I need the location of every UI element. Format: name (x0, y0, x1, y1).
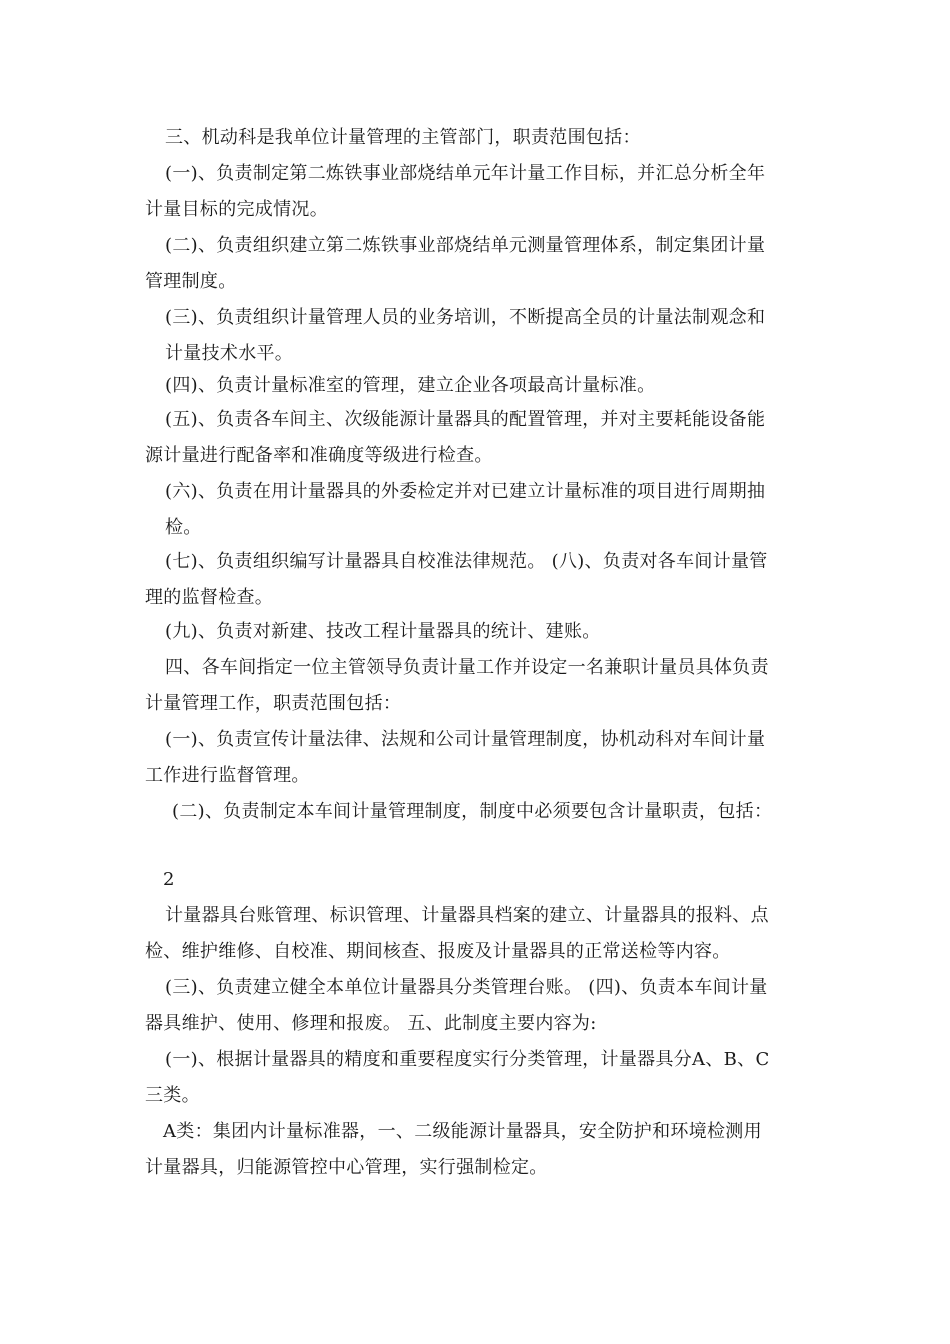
text-line: (一)、负责宣传计量法律、法规和公司计量管理制度，协机动科对车间计量 (165, 729, 766, 750)
text-line: 三、机动科是我单位计量管理的主管部门，职责范围包括： (165, 127, 641, 148)
text-line: 管理制度。 (145, 271, 237, 292)
text-line: (六)、负责在用计量器具的外委检定并对已建立计量标准的项目进行周期抽 (165, 481, 766, 502)
page-number: 2 (163, 869, 175, 890)
text-line: 检。 (165, 517, 202, 538)
text-line: (一)、根据计量器具的精度和重要程度实行分类管理，计量器具分A、B、C (165, 1049, 770, 1070)
text-line: (二)、负责组织建立第二炼铁事业部烧结单元测量管理体系，制定集团计量 (165, 235, 766, 256)
text-line: 计量器具台账管理、标识管理、计量器具档案的建立、计量器具的报料、点 (165, 905, 769, 926)
text-line: 检、维护维修、自校准、期间核查、报废及计量器具的正常送检等内容。 (145, 941, 731, 962)
text-line: (二)、负责制定本车间计量管理制度，制度中必须要包含计量职责，包括： (172, 801, 773, 822)
text-line: 工作进行监督管理。 (145, 765, 310, 786)
text-line: (一)、负责制定第二炼铁事业部烧结单元年计量工作目标，并汇总分析全年 (165, 163, 766, 184)
text-line: 源计量进行配备率和准确度等级进行检查。 (145, 445, 493, 466)
text-line: (三)、负责组织计量管理人员的业务培训，不断提高全员的计量法制观念和 (165, 307, 766, 328)
text-line: 计量器具，归能源管控中心管理，实行强制检定。 (145, 1157, 548, 1178)
text-line: 计量管理工作，职责范围包括： (145, 693, 402, 714)
text-line: 计量技术水平。 (165, 343, 294, 364)
text-line: (七)、负责组织编写计量器具自校准法律规范。 (八)、负责对各车间计量管 (165, 551, 768, 572)
text-line: (五)、负责各车间主、次级能源计量器具的配置管理，并对主要耗能设备能 (165, 409, 766, 430)
text-line: 四、各车间指定一位主管领导负责计量工作并设定一名兼职计量员具体负责 (165, 657, 769, 678)
text-line: A类：集团内计量标准器，一、二级能源计量器具，安全防护和环境检测用 (163, 1121, 762, 1142)
text-line: (九)、负责对新建、技改工程计量器具的统计、建账。 (165, 621, 601, 642)
text-line: 三类。 (145, 1085, 200, 1106)
text-line: (三)、负责建立健全本单位计量器具分类管理台账。 (四)、负责本车间计量 (165, 977, 768, 998)
text-line: (四)、负责计量标准室的管理，建立企业各项最高计量标准。 (165, 375, 656, 396)
text-line: 计量目标的完成情况。 (145, 199, 328, 220)
text-line: 理的监督检查。 (145, 587, 274, 608)
text-line: 器具维护、使用、修理和报废。 五、此制度主要内容为: (145, 1013, 597, 1034)
